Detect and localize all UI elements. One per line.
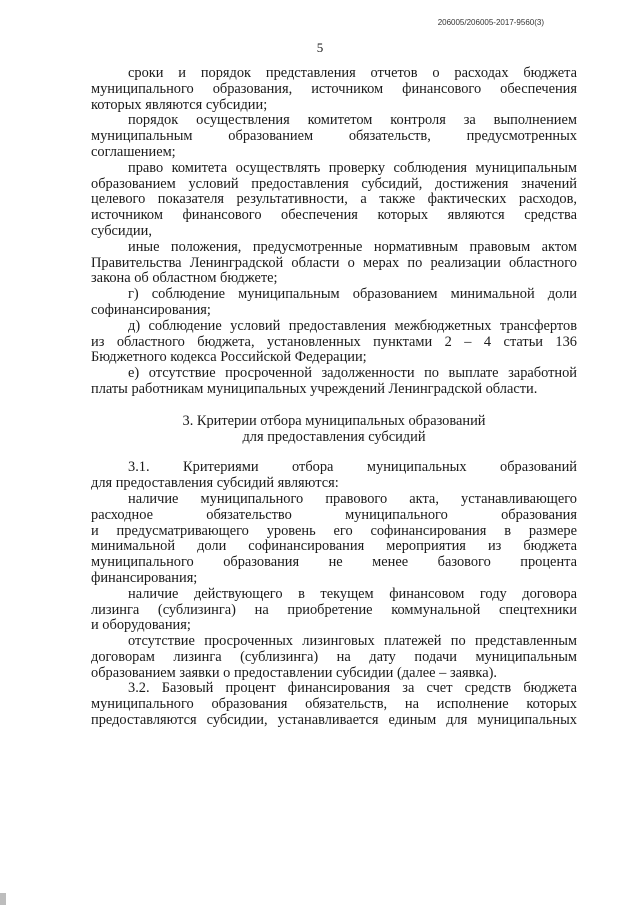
text-line: договорам лизинга (сублизинга) на дату подачи муниципальным <box>91 648 577 665</box>
text-line: целевого показателя результативности, а также фактических расходов, <box>91 191 577 208</box>
text-line: Правительства Ленинградской области о мерах по реализации областного <box>91 254 577 271</box>
text-line: иные положения, предусмотренные нормативным правовым актом <box>128 238 577 255</box>
text-line: софинансирования; <box>91 301 211 318</box>
text-line: и предусматривающего уровень его софинансирования в размере <box>91 522 577 539</box>
text-line: муниципального образования обязательств, на исполнение которых <box>91 696 577 713</box>
document-body <box>91 66 577 729</box>
text-line: г) соблюдение муниципальным образованием минимальной доли <box>128 286 577 303</box>
text-line: и оборудования; <box>91 617 191 634</box>
text-line: муниципальным образованием обязательств, предусмотренных <box>91 128 577 145</box>
text-line: право комитета осуществлять проверку соблюдения муниципальным <box>128 159 577 176</box>
document-number: 206005/206005-2017-9560(3) <box>437 18 544 27</box>
text-line: источником финансового обеспечения которых являются средства <box>91 207 577 224</box>
text-line: Бюджетного кодекса Российской Федерации; <box>91 349 367 366</box>
text-line: наличие муниципального правового акта, устанавливающего <box>128 490 577 507</box>
text-line: платы работникам муниципальных учреждений Ленинградской области. <box>91 380 538 397</box>
text-line: наличие действующего в текущем финансовом году договора <box>128 585 577 602</box>
spacer <box>91 398 577 414</box>
text-line: финансирования; <box>91 569 198 586</box>
text-line: из областного бюджета, установленных пунктами 2 – 4 статьи 136 <box>91 333 577 350</box>
section-heading: для предоставления субсидий <box>242 428 426 445</box>
text-line: д) соблюдение условий предоставления межбюджетных трансфертов <box>128 317 577 334</box>
text-line: субсидии, <box>91 222 152 239</box>
text-line: 3.2. Базовый процент финансирования за счет средств бюджета <box>128 680 577 697</box>
text-line: предоставляются субсидии, устанавливается единым для муниципальных <box>91 712 577 729</box>
text-line: минимальной доли софинансирования мероприятия из бюджета <box>91 538 577 555</box>
scan-edge-mark <box>0 893 6 905</box>
text-line: муниципального образования не менее базового процента <box>91 554 577 571</box>
text-line: лизинга (сублизинга) на приобретение коммунальной спецтехники <box>91 601 577 618</box>
text-line: для предоставления субсидий являются: <box>91 475 339 492</box>
text-line: образованием условий предоставления субсидий, достижения значений <box>91 175 577 192</box>
section-heading: 3. Критерии отбора муниципальных образований <box>182 412 486 429</box>
page-number: 5 <box>316 40 324 55</box>
text-line: закона об областном бюджете; <box>91 270 278 287</box>
text-line: сроки и порядок представления отчетов о расходах бюджета <box>128 65 577 81</box>
text-line: 3.1. Критериями отбора муниципальных образований <box>128 459 577 476</box>
text-line: образованием заявки о предоставлении субсидии (далее – заявка). <box>91 664 497 681</box>
text-line: расходное обязательство муниципального образования <box>91 506 577 523</box>
text-line: которых являются субсидии; <box>91 96 268 113</box>
text-line: муниципального образования, источником финансового обеспечения <box>91 80 577 97</box>
spacer <box>91 445 577 460</box>
text-line: отсутствие просроченных лизинговых платежей по представленным <box>128 633 577 650</box>
text-line: соглашением; <box>91 143 176 160</box>
text-line: порядок осуществления комитетом контроля за выполнением <box>128 112 577 129</box>
text-line: е) отсутствие просроченной задолженности по выплате заработной <box>128 365 577 382</box>
